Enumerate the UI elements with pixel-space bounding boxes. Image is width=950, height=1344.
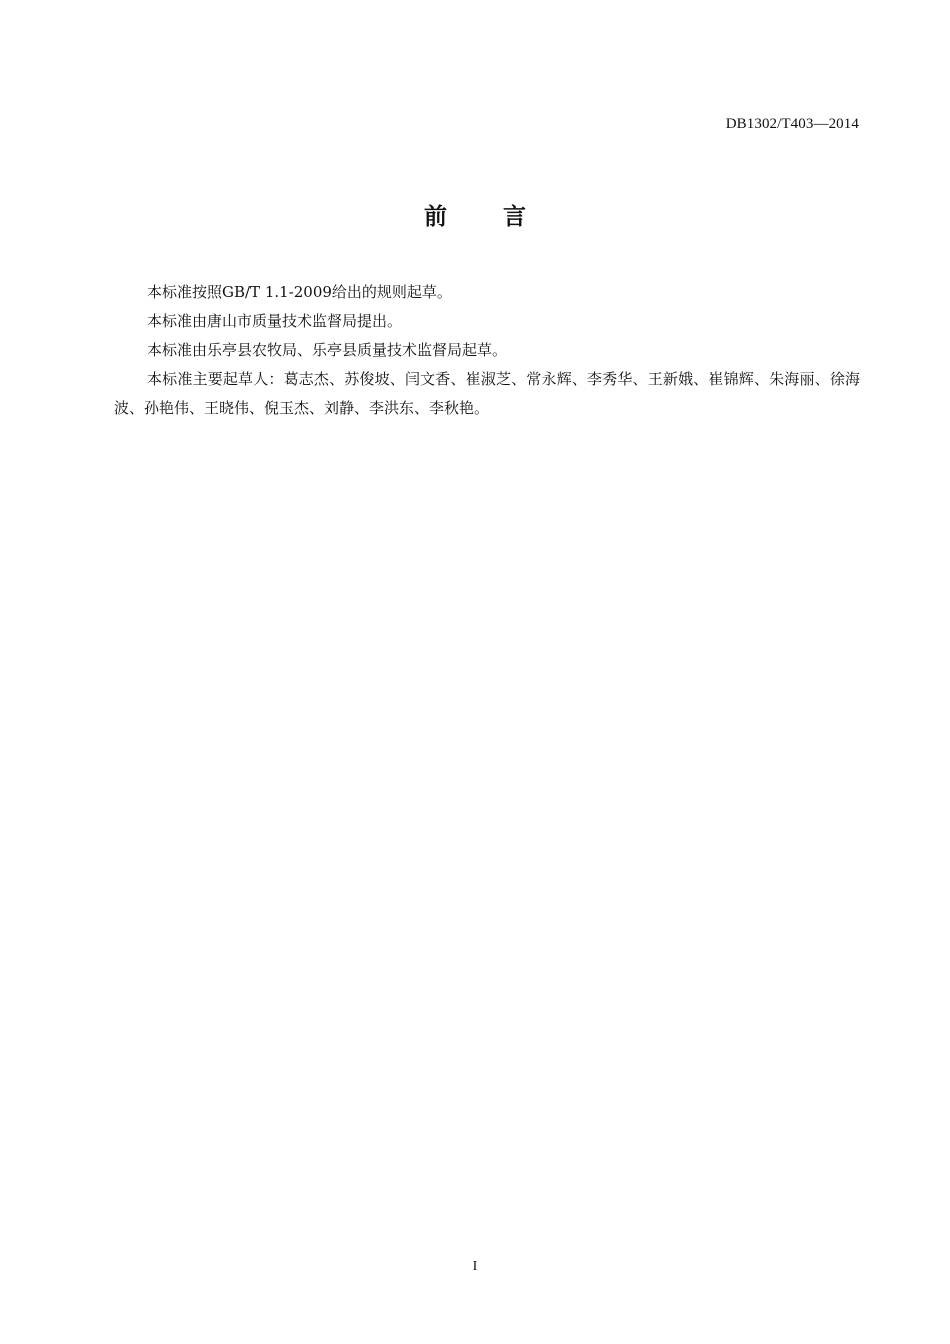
- paragraph-drafting-units: 本标准由乐亭县农牧局、乐亭县质量技术监督局起草。: [147, 341, 508, 359]
- paragraph-drafters: 本标准主要起草人：葛志杰、苏俊坡、闫文香、崔淑芝、常永辉、李秀华、王新娥、崔锦辉、朱海丽、徐海波、孙艳伟、王晓伟、倪玉杰、刘静、李洪东、李秋艳。: [114, 370, 860, 417]
- document-code: DB1302/T403—2014: [725, 116, 859, 132]
- paragraph-drafting-rules: 本标准按照GB/T 1.1-2009给出的规则起草。: [147, 283, 452, 301]
- page-title: [0, 198, 950, 231]
- foreword-body: [114, 278, 860, 423]
- paragraph-proposer: 本标准由唐山市质量技术监督局提出。: [147, 312, 403, 330]
- title-char-2: 言: [503, 204, 526, 230]
- title-char-1: 前: [424, 204, 447, 230]
- page-number: I: [472, 1259, 478, 1274]
